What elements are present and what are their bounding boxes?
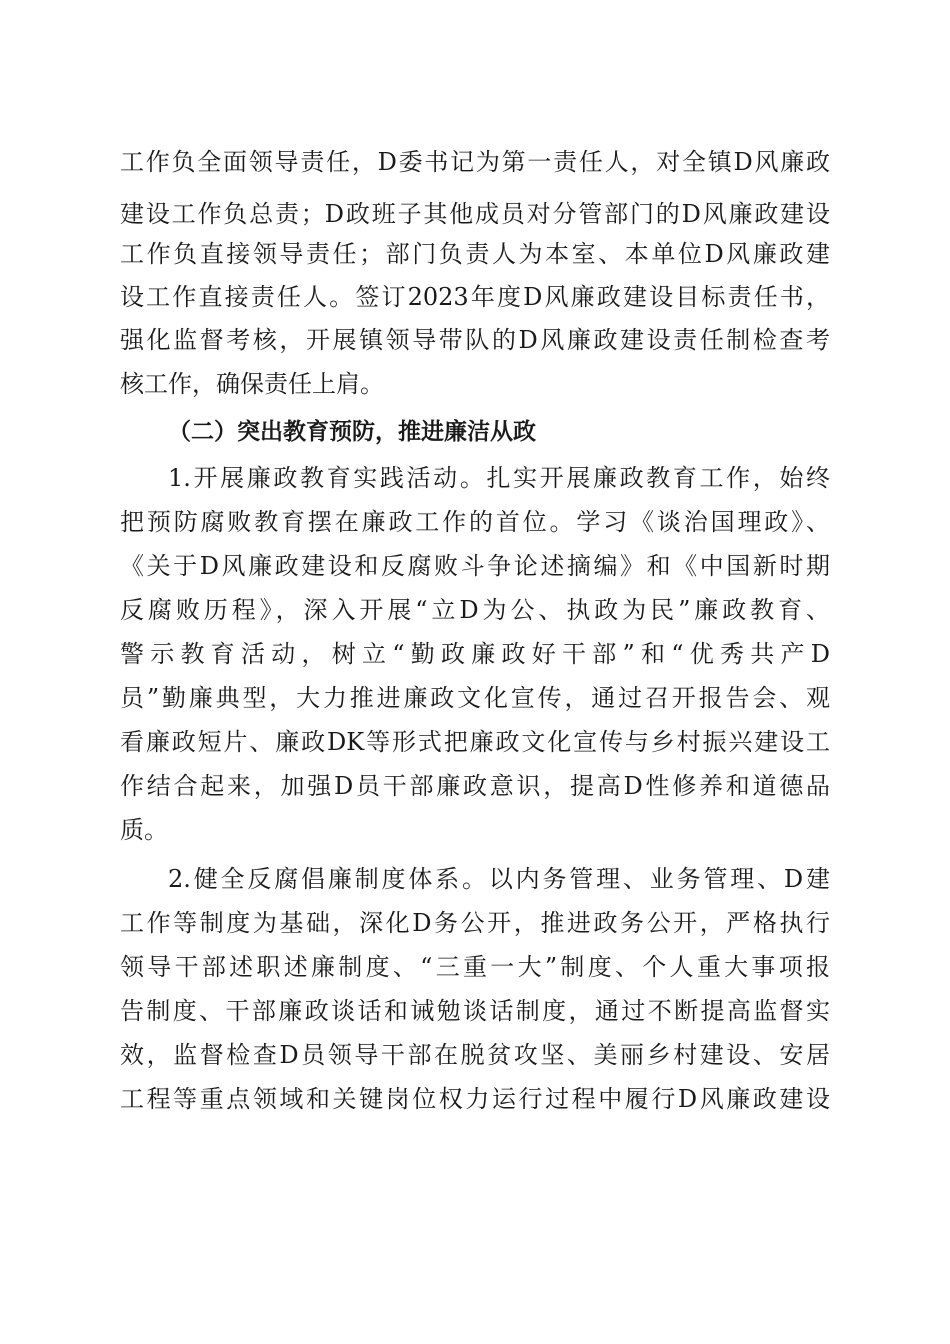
paragraph-2-line-7: 看廉政短片、廉政DK等形式把廉政文化宣传与乡村振兴建设工 bbox=[120, 728, 830, 756]
paragraph-2-line-6: 员”勤廉典型，大力推进廉政文化宣传，通过召开报告会、观 bbox=[120, 684, 830, 712]
section-heading: （二）突出教育预防，推进廉洁从政 bbox=[168, 419, 536, 445]
paragraph-3-line-4: 告制度、干部廉政谈话和诫勉谈话制度，通过不断提高监督实 bbox=[120, 997, 830, 1025]
paragraph-2-line-1: 1.开展廉政教育实践活动。扎实开展廉政教育工作，始终 bbox=[168, 464, 830, 492]
paragraph-1-line-3: 工作负直接领导责任；部门负责人为本室、本单位D风廉政建 bbox=[120, 240, 830, 268]
paragraph-2-line-4: 反腐败历程》，深入开展“立D为公、执政为民”廉政教育、 bbox=[120, 596, 830, 624]
paragraph-2-line-2: 把预防腐败教育摆在廉政工作的首位。学习《谈治国理政》、 bbox=[120, 508, 830, 536]
paragraph-2-line-8: 作结合起来，加强D员干部廉政意识，提高D性修养和道德品 bbox=[120, 772, 830, 800]
paragraph-1-line-1: 工作负全面领导责任，D委书记为第一责任人，对全镇D风廉政 bbox=[120, 148, 830, 176]
paragraph-1-line-5: 强化监督考核，开展镇领导带队的D风廉政建设责任制检查考 bbox=[120, 326, 830, 354]
paragraph-3-line-3: 领导干部述职述廉制度、“三重一大”制度、个人重大事项报 bbox=[120, 953, 830, 981]
paragraph-2-line-5: 警示教育活动，树立“勤政廉政好干部”和“优秀共产D bbox=[120, 640, 830, 668]
paragraph-1-line-6: 核工作，确保责任上肩。 bbox=[120, 370, 384, 398]
paragraph-3-line-2: 工作等制度为基础，深化D务公开，推进政务公开，严格执行 bbox=[120, 909, 830, 937]
paragraph-2-line-3: 《关于D风廉政建设和反腐败斗争论述摘编》和《中国新时期 bbox=[120, 552, 830, 580]
paragraph-2-line-9: 质。 bbox=[120, 816, 168, 844]
paragraph-1-line-4: 设工作直接责任人。签订2023年度D风廉政建设目标责任书， bbox=[120, 283, 830, 311]
paragraph-1-line-2: 建设工作负总责；D政班子其他成员对分管部门的D风廉政建设 bbox=[120, 200, 830, 228]
paragraph-3-line-5: 效，监督检查D员领导干部在脱贫攻坚、美丽乡村建设、安居 bbox=[120, 1041, 830, 1069]
paragraph-3-line-1: 2.健全反腐倡廉制度体系。以内务管理、业务管理、D建 bbox=[168, 865, 830, 893]
paragraph-3-line-6: 工程等重点领域和关键岗位权力运行过程中履行D风廉政建设 bbox=[120, 1085, 830, 1113]
